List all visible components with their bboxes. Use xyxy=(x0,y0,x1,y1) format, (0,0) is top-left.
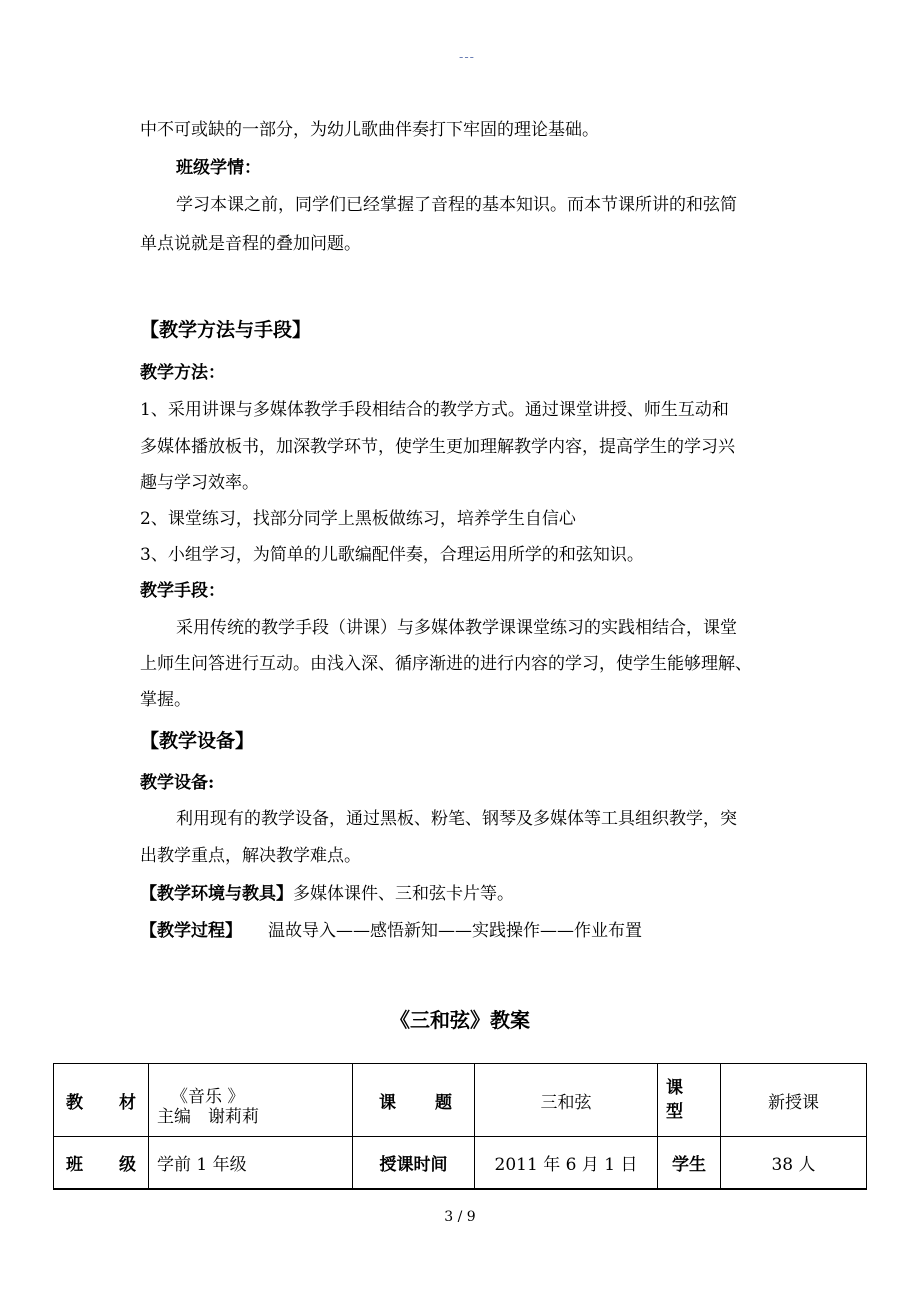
process-text: 温故导入——感悟新知——实践操作——作业布置 xyxy=(268,921,642,941)
cell-textbook-value: 《音乐 》 主编 谢莉莉 xyxy=(149,1064,353,1137)
methods-label: 教学方法： xyxy=(140,363,225,383)
paragraph-continuation: 中不可或缺的一部分，为幼儿歌曲伴奏打下牢固的理论基础。 xyxy=(140,120,599,140)
class-situation-line-2: 单点说就是音程的叠加问题。 xyxy=(140,234,361,254)
cell-topic-label: 课 题 xyxy=(353,1064,475,1137)
cell-class-label: 班 级 xyxy=(54,1137,149,1190)
method-3: 3、小组学习，为简单的儿歌编配伴奏，合理运用所学的和弦知识。 xyxy=(140,545,644,565)
lesson-info-table xyxy=(53,1063,867,1190)
process-label: 【教学过程】 xyxy=(140,921,242,941)
equipment-label: 教学设备: xyxy=(140,773,215,793)
lesson-plan-title: 《三和弦》教案 xyxy=(390,1008,530,1032)
header-mark: --- xyxy=(459,50,475,64)
equipment-line-1: 利用现有的教学设备，通过黑板、粉笔、钢琴及多媒体等工具组织教学，突 xyxy=(176,809,737,829)
cell-time-value: 2011 年 6 月 1 日 xyxy=(475,1137,658,1190)
method-2: 2、课堂练习，找部分同学上黑板做练习，培养学生自信心 xyxy=(140,509,576,529)
class-situation-label: 班级学情： xyxy=(176,158,261,178)
equipment-line-2: 出教学重点，解决教学难点。 xyxy=(140,846,361,866)
cell-textbook-label: 教 材 xyxy=(54,1064,149,1137)
page-number: 3 / 9 xyxy=(444,1209,476,1225)
cell-type-value: 新授课 xyxy=(721,1064,867,1137)
method-1-line-1: 1、采用讲课与多媒体教学手段相结合的教学方式。通过课堂讲授、师生互动和 xyxy=(140,400,729,420)
cell-class-value: 学前 1 年级 xyxy=(149,1137,353,1190)
process-line xyxy=(140,920,642,942)
section-heading-methods: 【教学方法与手段】 xyxy=(140,319,312,341)
means-line-2: 上师生问答进行互动。由浅入深、循序渐进的进行内容的学习，使学生能够理解、 xyxy=(140,654,752,674)
table-row xyxy=(54,1064,867,1137)
environment-text: 多媒体课件、三和弦卡片等。 xyxy=(293,884,514,904)
cell-topic-value: 三和弦 xyxy=(475,1064,658,1137)
means-label: 教学手段： xyxy=(140,581,225,601)
means-line-3: 掌握。 xyxy=(140,690,191,710)
cell-students-value: 38 人 xyxy=(721,1137,867,1190)
method-1-line-3: 趣与学习效率。 xyxy=(140,473,259,493)
cell-time-label: 授课时间 xyxy=(353,1137,475,1190)
section-heading-equipment: 【教学设备】 xyxy=(140,730,255,752)
environment-line xyxy=(140,883,514,905)
cell-students-label: 学生 xyxy=(658,1137,721,1190)
means-line-1: 采用传统的教学手段（讲课）与多媒体教学课课堂练习的实践相结合，课堂 xyxy=(176,618,737,638)
method-1-line-2: 多媒体播放板书，加深教学环节，使学生更加理解教学内容，提高学生的学习兴 xyxy=(140,437,735,457)
class-situation-line-1: 学习本课之前，同学们已经掌握了音程的基本知识。而本节课所讲的和弦简 xyxy=(176,195,737,215)
cell-type-label: 课 型 xyxy=(658,1064,721,1137)
environment-label: 【教学环境与教具】 xyxy=(140,884,293,904)
table-row xyxy=(54,1137,867,1190)
